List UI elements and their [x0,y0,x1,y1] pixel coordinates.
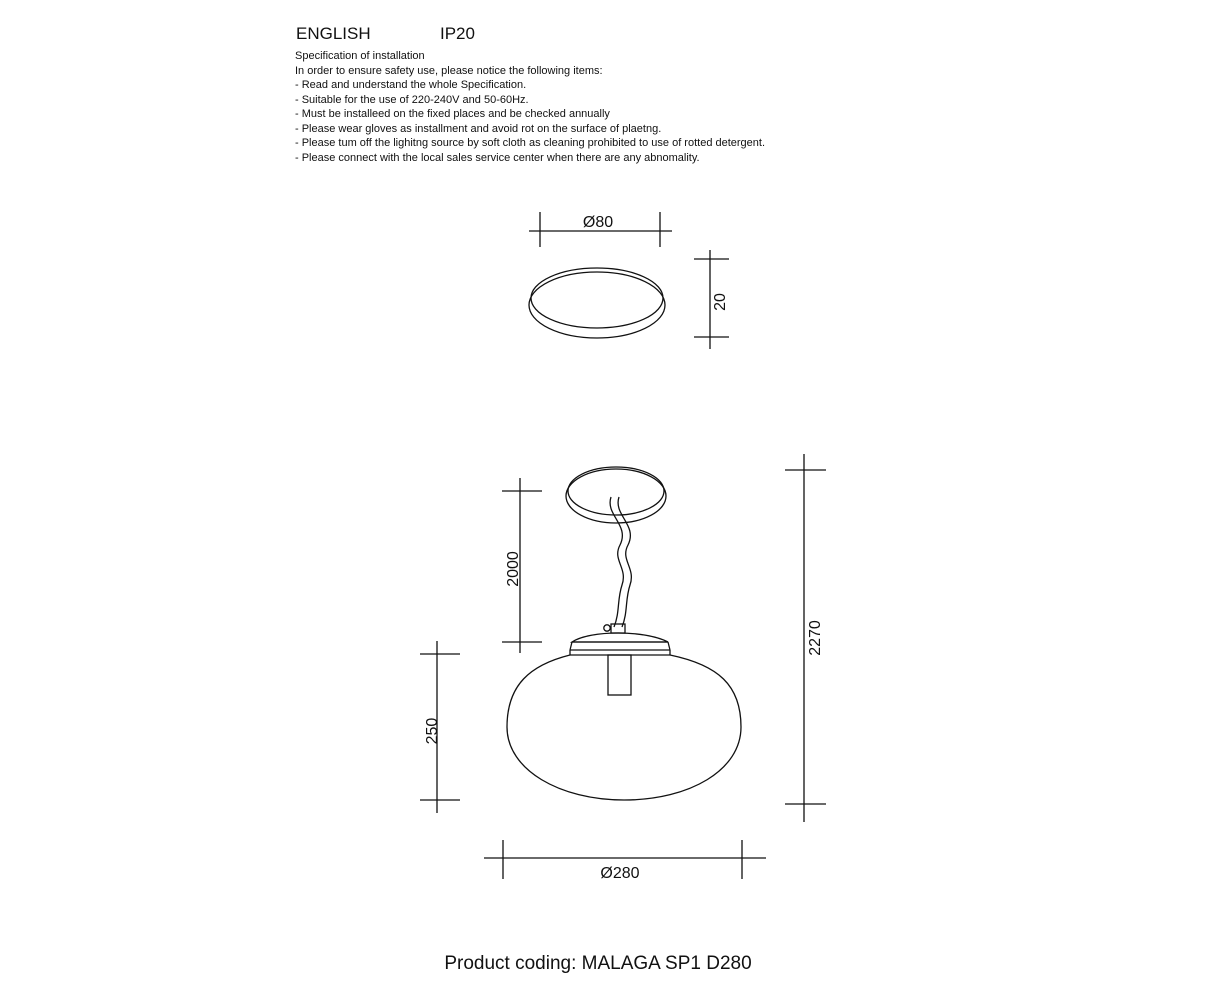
spec-item: - Suitable for the use of 220-240V and 50-60Hz. [295,93,529,106]
total-height-dimension [785,454,826,822]
shade-diameter-dimension [484,840,766,882]
ip-rating: IP20 [440,24,475,43]
spec-title: Specification of installation [295,50,425,62]
cable-length-dimension [502,478,542,653]
canopy-height-label: 20 [712,293,729,311]
canopy-diameter-dimension [529,212,672,247]
canopy-drawing [529,268,665,338]
cable-length-label: 2000 [505,551,522,587]
spec-item: - Please wear gloves as installment and avoid rot on the surface of plaetng. [295,122,662,135]
pendant-lamp-drawing [507,467,741,800]
glass-shade [507,655,741,800]
language-label: ENGLISH [296,24,371,43]
shade-height-dimension [420,641,460,813]
product-coding: Product coding: MALAGA SP1 D280 [444,953,752,974]
spec-item: - Please connect with the local sales service center when there are any abnomality. [295,151,700,164]
spec-item: - Must be installeed on the fixed places and be checked annually [295,108,610,120]
total-height-label: 2270 [807,620,824,656]
spec-item: - Read and understand the whole Specification. [295,79,527,91]
spec-intro: In order to ensure safety use, please notice the following items: [295,64,603,77]
lamp-socket [608,655,631,695]
canopy-height-dimension [694,250,729,349]
cable [610,497,623,627]
shade-diameter-label: Ø280 [600,865,640,882]
spec-item: - Please tum off the lighitng source by soft cloth as cleaning prohibited to use of rotted detergent. [295,137,766,149]
shade-height-label: 250 [424,717,441,745]
canopy-diameter-label: Ø80 [582,214,614,231]
lamp-cap [572,633,668,642]
